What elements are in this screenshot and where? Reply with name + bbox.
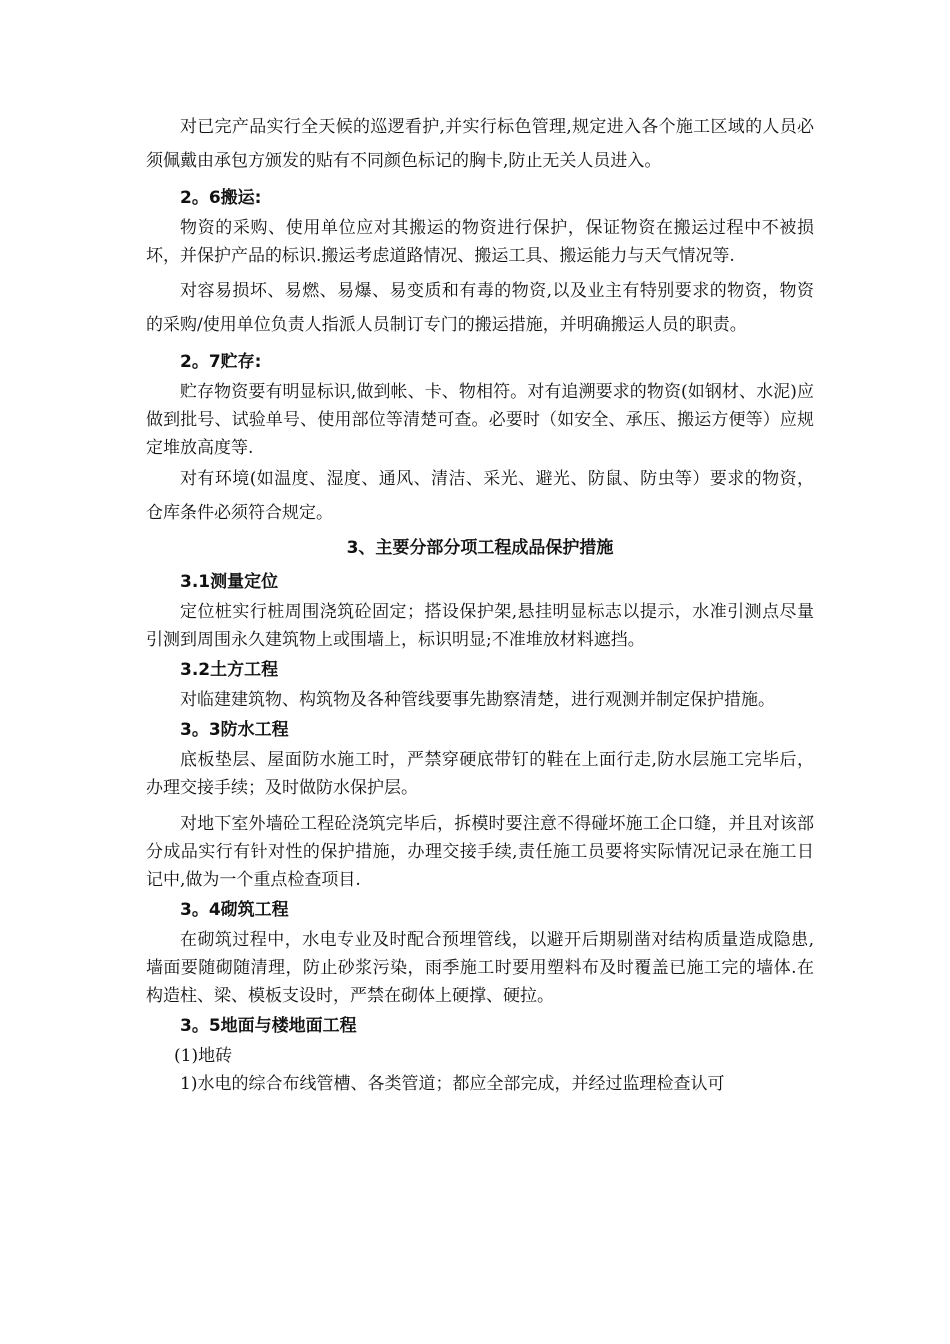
heading-2-7-storage: 2。7贮存: bbox=[180, 352, 262, 372]
paragraph-storage-environment: 对有环境(如温度、湿度、通风、清洁、采光、避光、防鼠、防虫等）要求的物资，仓库条件必须符合规定。 bbox=[146, 469, 814, 523]
heading-3-2-earthwork: 3.2土方工程 bbox=[180, 660, 279, 680]
document-body bbox=[146, 110, 814, 1098]
paragraph-patrol: 对已完产品实行全天候的巡逻看护,并实行标色管理,规定进入各个施工区域的人员必须佩戴由承包方颁发的贴有不同颜色标记的胸卡,防止无关人员进入。 bbox=[146, 117, 814, 171]
paragraph-survey-stakes: 定位桩实行桩周围浇筑砼固定；搭设保护架,悬挂明显标志以提示，水准引测点尽量引测到周围永久建筑物上或围墙上，标识明显;不准堆放材料遮挡。 bbox=[146, 602, 814, 650]
section-title-3: 3、主要分部分项工程成品保护措施 bbox=[346, 538, 614, 558]
heading-3-5-floor: 3。5地面与楼地面工程 bbox=[180, 1016, 357, 1036]
heading-3-1-survey: 3.1测量定位 bbox=[180, 572, 279, 592]
subheading-floor-tiles: (1)地砖 bbox=[174, 1046, 233, 1066]
paragraph-storage-identification: 贮存物资要有明显标识,做到帐、卡、物相符。对有追溯要求的物资(如钢材、水泥)应做到批号、试验单号、使用部位等清楚可查。必要时（如安全、承压、搬运方便等）应规定堆放高度等. bbox=[146, 382, 814, 458]
paragraph-earthwork: 对临建建筑物、构筑物及各种管线要事先勘察清楚，进行观测并制定保护措施。 bbox=[180, 690, 775, 710]
paragraph-floor-tiles-item1: 1)水电的综合布线管槽、各类管道；都应全部完成，并经过监理检查认可 bbox=[180, 1074, 725, 1094]
heading-2-6-handling: 2。6搬运: bbox=[180, 188, 262, 208]
paragraph-masonry: 在砌筑过程中，水电专业及时配合预埋管线，以避开后期剔凿对结构质量造成隐患,墙面要随砌随清理，防止砂浆污染，雨季施工时要用塑料布及时覆盖已施工完的墙体.在构造柱、梁、模板支设时，严禁在砌体上硬撑、硬拉。 bbox=[146, 930, 814, 1006]
paragraph-waterproofing-layer: 底板垫层、屋面防水施工时，严禁穿硬底带钉的鞋在上面行走,防水层施工完毕后，办理交接手续；及时做防水保护层。 bbox=[146, 750, 814, 798]
paragraph-basement-wall: 对地下室外墙砼工程砼浇筑完毕后，拆模时要注意不得碰坏施工企口缝，并且对该部分成品实行有针对性的保护措施，办理交接手续,责任施工员要将实际情况记录在施工日记中,做为一个重点检查项目. bbox=[146, 814, 814, 890]
heading-3-3-waterproofing: 3。3防水工程 bbox=[180, 720, 289, 740]
paragraph-handling-protection: 物资的采购、使用单位应对其搬运的物资进行保护，保证物资在搬运过程中不被损坏，并保护产品的标识.搬运考虑道路情况、搬运工具、搬运能力与天气情况等. bbox=[146, 218, 814, 266]
heading-3-4-masonry: 3。4砌筑工程 bbox=[180, 900, 289, 920]
paragraph-hazardous-handling: 对容易损坏、易燃、易爆、易变质和有毒的物资,以及业主有特别要求的物资，物资的采购/使用单位负责人指派人员制订专门的搬运措施，并明确搬运人员的职责。 bbox=[146, 281, 814, 335]
